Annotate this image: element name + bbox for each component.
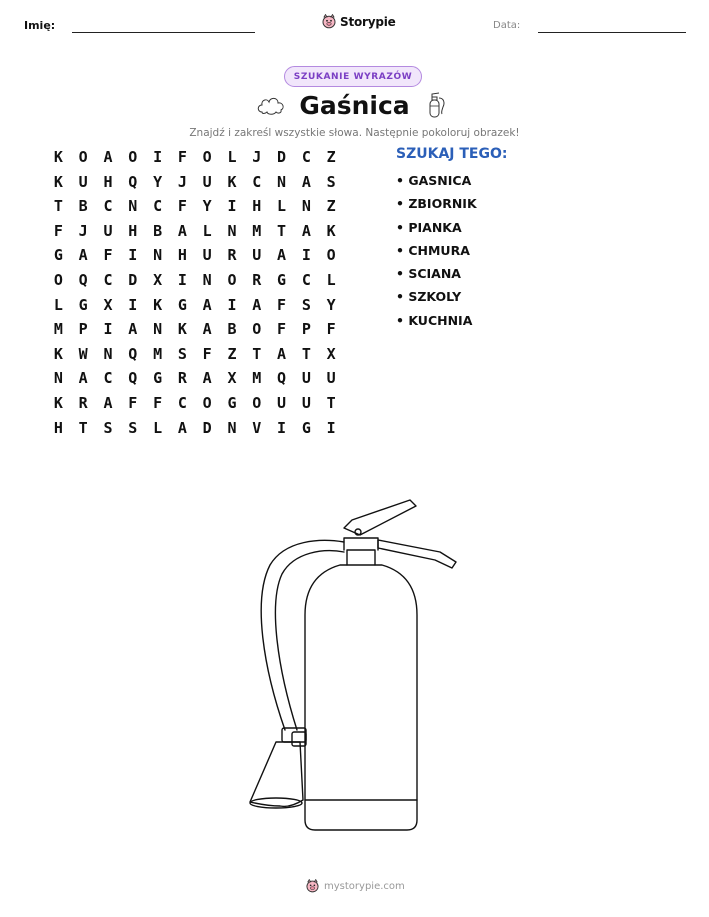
grid-letter[interactable]: R: [78, 393, 88, 412]
grid-letter[interactable]: X: [103, 295, 113, 314]
grid-letter[interactable]: U: [277, 393, 287, 412]
grid-letter[interactable]: N: [277, 172, 287, 191]
grid-letter[interactable]: K: [53, 148, 63, 166]
grid-letter[interactable]: M: [252, 369, 262, 388]
date-label: Data:: [493, 20, 521, 31]
grid-letter[interactable]: F: [326, 320, 336, 339]
grid-letter[interactable]: S: [103, 418, 113, 437]
grid-letter[interactable]: R: [252, 270, 262, 289]
grid-letter[interactable]: O: [252, 393, 262, 412]
grid-letter[interactable]: S: [128, 418, 138, 437]
grid-letter[interactable]: G: [53, 246, 63, 265]
grid-letter[interactable]: B: [227, 320, 237, 339]
grid-letter[interactable]: B: [153, 221, 163, 240]
grid-letter[interactable]: Q: [78, 270, 88, 289]
grid-letter[interactable]: F: [153, 393, 163, 412]
pig-logo-icon: [306, 879, 319, 893]
grid-letter[interactable]: U: [78, 172, 88, 191]
grid-letter[interactable]: R: [177, 369, 187, 388]
grid-letter[interactable]: C: [103, 197, 113, 216]
grid-letter[interactable]: K: [177, 320, 187, 339]
grid-letter[interactable]: Y: [326, 295, 336, 314]
grid-letter[interactable]: J: [252, 148, 262, 166]
brand-name: Storypie: [340, 14, 396, 29]
grid-letter[interactable]: Q: [277, 369, 287, 388]
grid-letter[interactable]: D: [277, 148, 287, 166]
grid-letter[interactable]: G: [177, 295, 187, 314]
grid-letter[interactable]: A: [301, 221, 311, 240]
grid-letter[interactable]: H: [252, 197, 262, 216]
grid-letter[interactable]: L: [53, 295, 63, 314]
page-title: Gaśnica: [299, 91, 410, 120]
grid-letter[interactable]: F: [177, 148, 187, 166]
grid-letter[interactable]: A: [301, 172, 311, 191]
grid-letter[interactable]: N: [227, 418, 237, 437]
grid-letter[interactable]: L: [153, 418, 163, 437]
word-list-item: • ZBIORNIK: [396, 193, 477, 216]
grid-letter[interactable]: N: [153, 320, 163, 339]
grid-letter[interactable]: B: [78, 197, 88, 216]
grid-letter[interactable]: C: [177, 393, 187, 412]
grid-letter[interactable]: H: [103, 172, 113, 191]
grid-letter[interactable]: T: [277, 221, 287, 240]
grid-letter[interactable]: A: [103, 148, 113, 166]
grid-letter[interactable]: L: [227, 148, 237, 166]
pig-logo-icon: [322, 14, 336, 29]
grid-letter[interactable]: A: [78, 246, 88, 265]
grid-letter[interactable]: N: [301, 197, 311, 216]
grid-letter[interactable]: T: [78, 418, 88, 437]
grid-letter[interactable]: C: [103, 369, 113, 388]
grid-letter[interactable]: K: [53, 393, 63, 412]
grid-letter[interactable]: F: [128, 393, 138, 412]
grid-letter[interactable]: F: [177, 197, 187, 216]
grid-letter[interactable]: Q: [128, 369, 138, 388]
grid-letter[interactable]: U: [252, 246, 262, 265]
grid-letter[interactable]: O: [252, 320, 262, 339]
word-list-item: • GASNICA: [396, 170, 477, 193]
grid-letter[interactable]: L: [202, 221, 212, 240]
grid-letter[interactable]: K: [53, 344, 63, 363]
grid-letter[interactable]: N: [128, 197, 138, 216]
grid-letter[interactable]: A: [202, 320, 212, 339]
grid-letter[interactable]: T: [301, 344, 311, 363]
grid-letter[interactable]: I: [103, 320, 113, 339]
fire-extinguisher-illustration: [240, 480, 470, 850]
grid-letter[interactable]: A: [177, 221, 187, 240]
grid-letter[interactable]: T: [326, 393, 336, 412]
word-list-item: • KUCHNIA: [396, 310, 477, 333]
grid-letter[interactable]: N: [53, 369, 63, 388]
word-list-item: • CHMURA: [396, 240, 477, 263]
grid-letter[interactable]: Z: [326, 148, 336, 166]
grid-letter[interactable]: I: [227, 295, 237, 314]
grid-letter[interactable]: N: [103, 344, 113, 363]
grid-letter[interactable]: U: [326, 369, 336, 388]
grid-letter[interactable]: K: [326, 221, 336, 240]
grid-letter[interactable]: H: [177, 246, 187, 265]
grid-letter[interactable]: V: [252, 418, 262, 437]
grid-letter[interactable]: A: [202, 295, 212, 314]
grid-letter[interactable]: O: [78, 148, 88, 166]
grid-letter[interactable]: A: [252, 295, 262, 314]
grid-letter[interactable]: G: [78, 295, 88, 314]
grid-letter[interactable]: Y: [153, 172, 163, 191]
grid-letter[interactable]: M: [153, 344, 163, 363]
grid-letter[interactable]: A: [177, 418, 187, 437]
grid-letter[interactable]: W: [78, 344, 88, 363]
grid-letter[interactable]: X: [326, 344, 336, 363]
fire-extinguisher-icon: [424, 91, 448, 119]
grid-letter[interactable]: G: [227, 393, 237, 412]
grid-letter[interactable]: J: [177, 172, 187, 191]
grid-letter[interactable]: P: [301, 320, 311, 339]
date-input-line[interactable]: [538, 32, 686, 33]
grid-letter[interactable]: C: [301, 148, 311, 166]
grid-letter[interactable]: P: [78, 320, 88, 339]
grid-letter[interactable]: U: [301, 369, 311, 388]
grid-letter[interactable]: F: [277, 320, 287, 339]
grid-letter[interactable]: G: [301, 418, 311, 437]
grid-letter[interactable]: S: [301, 295, 311, 314]
footer-url[interactable]: mystorypie.com: [324, 880, 405, 892]
grid-letter[interactable]: O: [326, 246, 336, 265]
grid-letter[interactable]: O: [53, 270, 63, 289]
word-list-title: SZUKAJ TEGO:: [396, 146, 508, 162]
grid-letter[interactable]: U: [202, 246, 212, 265]
grid-letter[interactable]: K: [53, 172, 63, 191]
grid-letter[interactable]: X: [153, 270, 163, 289]
grid-letter[interactable]: C: [301, 270, 311, 289]
word-list: [396, 170, 477, 333]
grid-letter[interactable]: I: [177, 270, 187, 289]
grid-letter[interactable]: O: [128, 148, 138, 166]
grid-letter[interactable]: I: [128, 246, 138, 265]
grid-letter[interactable]: I: [326, 418, 336, 437]
instructions: Znajdź i zakreśl wszystkie słowa. Następnie pokoloruj obrazek!: [189, 127, 520, 139]
grid-letter[interactable]: A: [128, 320, 138, 339]
name-label: Imię:: [24, 19, 56, 32]
grid-letter[interactable]: L: [277, 197, 287, 216]
grid-letter[interactable]: A: [202, 369, 212, 388]
word-list-item: • PIANKA: [396, 217, 477, 240]
word-list-item: • SCIANA: [396, 263, 477, 286]
grid-letter[interactable]: F: [103, 246, 113, 265]
grid-letter[interactable]: I: [301, 246, 311, 265]
grid-letter[interactable]: O: [202, 148, 212, 166]
grid-letter[interactable]: U: [103, 221, 113, 240]
grid-letter[interactable]: Y: [202, 197, 212, 216]
grid-letter[interactable]: K: [227, 172, 237, 191]
grid-letter[interactable]: N: [202, 270, 212, 289]
grid-letter[interactable]: C: [103, 270, 113, 289]
grid-letter[interactable]: G: [153, 369, 163, 388]
grid-letter[interactable]: I: [128, 295, 138, 314]
grid-letter[interactable]: Q: [128, 344, 138, 363]
word-search-grid[interactable]: [46, 145, 344, 440]
grid-letter[interactable]: G: [277, 270, 287, 289]
grid-letter[interactable]: F: [202, 344, 212, 363]
grid-letter[interactable]: J: [78, 221, 88, 240]
footer: [306, 879, 405, 893]
grid-letter[interactable]: C: [153, 197, 163, 216]
grid-letter[interactable]: L: [326, 270, 336, 289]
word-list-item: • SZKOLY: [396, 286, 477, 309]
grid-letter[interactable]: A: [277, 344, 287, 363]
grid-letter[interactable]: F: [53, 221, 63, 240]
grid-letter[interactable]: I: [227, 197, 237, 216]
grid-letter[interactable]: T: [252, 344, 262, 363]
grid-letter[interactable]: N: [153, 246, 163, 265]
grid-letter[interactable]: U: [202, 172, 212, 191]
grid-letter[interactable]: I: [277, 418, 287, 437]
grid-letter[interactable]: X: [227, 369, 237, 388]
grid-letter[interactable]: H: [53, 418, 63, 437]
grid-letter[interactable]: A: [277, 246, 287, 265]
grid-letter[interactable]: A: [103, 393, 113, 412]
grid-letter[interactable]: O: [202, 393, 212, 412]
grid-letter[interactable]: U: [301, 393, 311, 412]
grid-letter[interactable]: S: [177, 344, 187, 363]
grid-letter[interactable]: T: [53, 197, 63, 216]
grid-letter[interactable]: F: [277, 295, 287, 314]
grid-letter[interactable]: M: [53, 320, 63, 339]
grid-letter[interactable]: M: [252, 221, 262, 240]
worksheet-type-badge: SZUKANIE WYRAZÓW: [284, 66, 422, 87]
grid-letter[interactable]: I: [153, 148, 163, 166]
grid-letter[interactable]: Z: [326, 197, 336, 216]
grid-letter[interactable]: A: [78, 369, 88, 388]
grid-letter[interactable]: S: [326, 172, 336, 191]
grid-letter[interactable]: N: [227, 221, 237, 240]
name-input-line[interactable]: [72, 32, 255, 33]
grid-letter[interactable]: D: [202, 418, 212, 437]
grid-letter[interactable]: K: [153, 295, 163, 314]
brand-logo: [322, 14, 396, 29]
grid-letter[interactable]: D: [128, 270, 138, 289]
grid-letter[interactable]: O: [227, 270, 237, 289]
grid-letter[interactable]: R: [227, 246, 237, 265]
grid-letter[interactable]: C: [252, 172, 262, 191]
grid-letter[interactable]: H: [128, 221, 138, 240]
grid-letter[interactable]: Q: [128, 172, 138, 191]
grid-letter[interactable]: Z: [227, 344, 237, 363]
